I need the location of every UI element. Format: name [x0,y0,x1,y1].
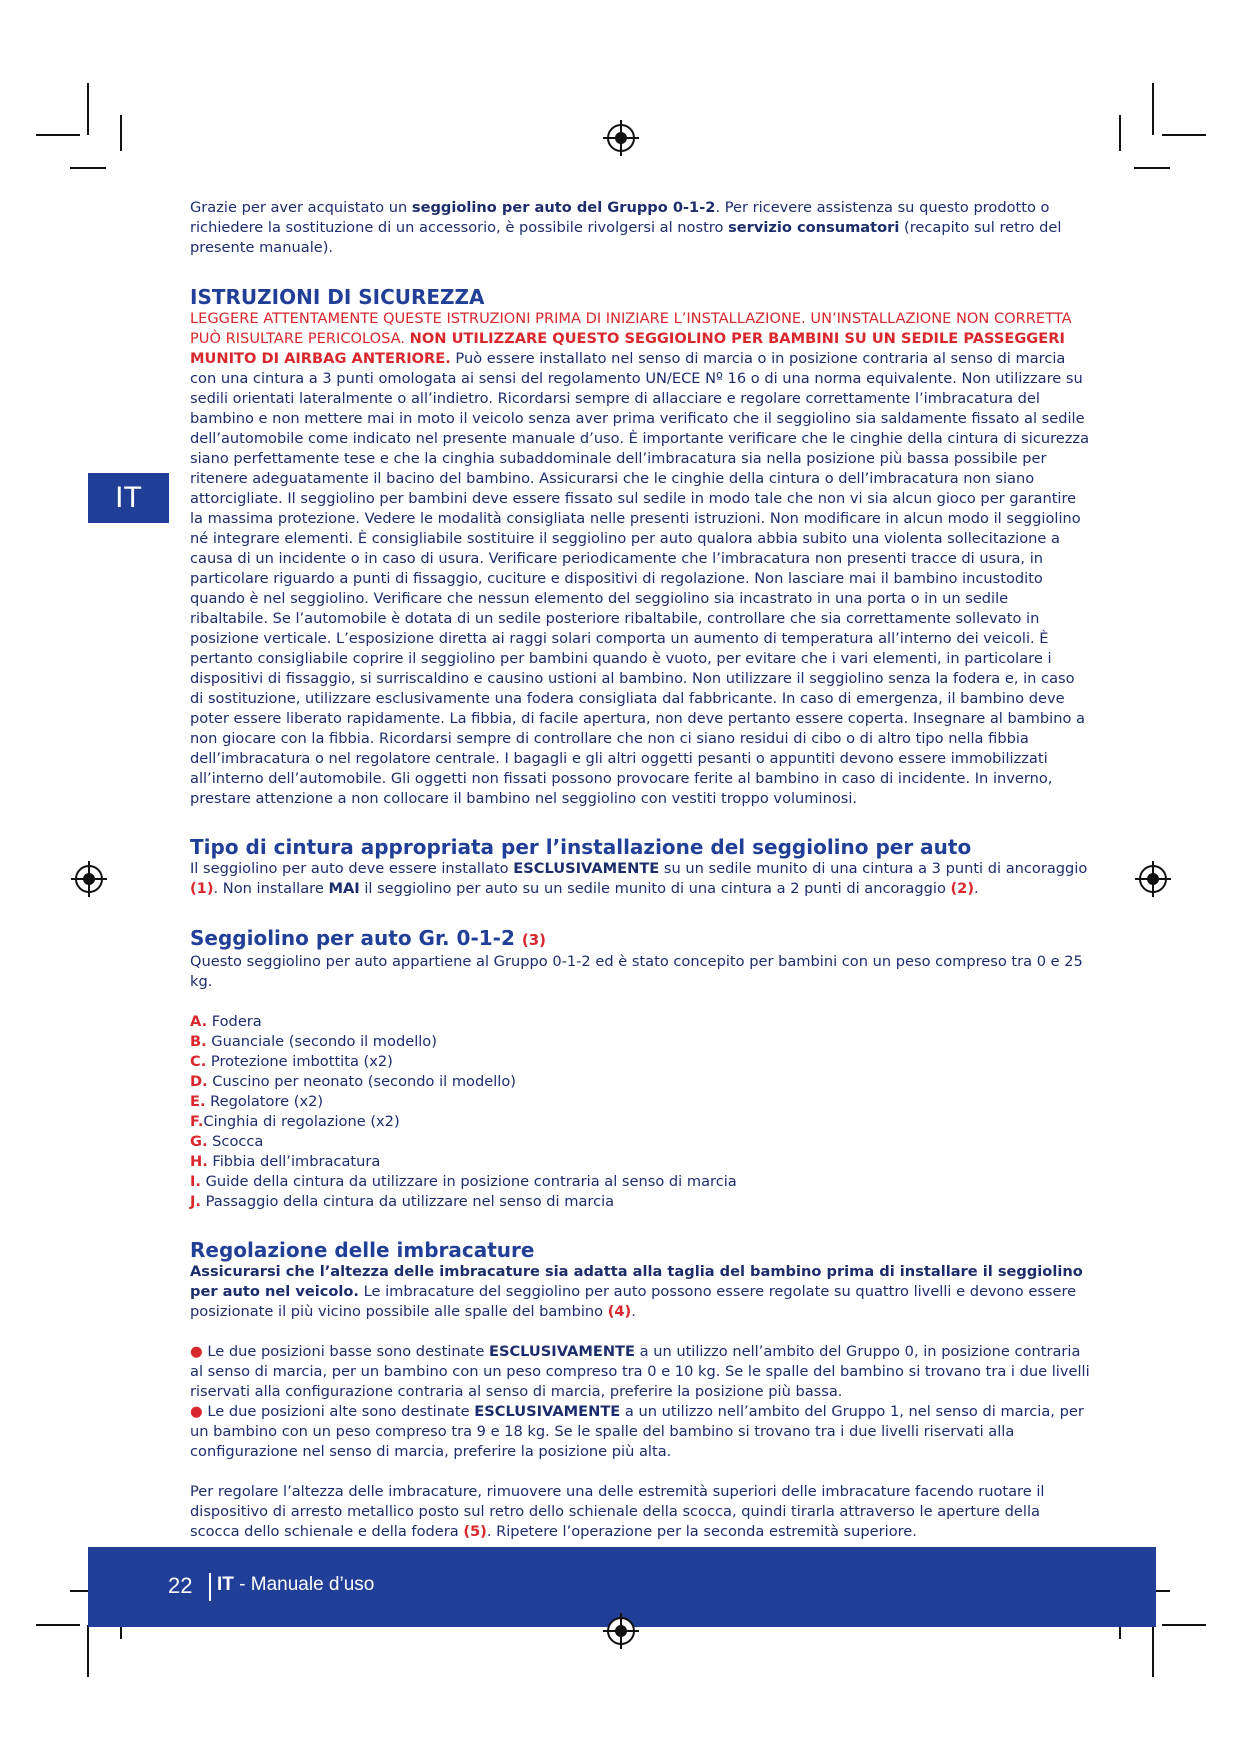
crop-mark [1119,115,1121,151]
list-item: B. Guanciale (secondo il modello) [190,1033,437,1050]
list-item: C. Protezione imbottita (x2) [190,1053,393,1070]
crop-mark [87,83,89,135]
belt-heading: Tipo di cintura appropriata per l’installazione del seggiolino per auto [190,835,972,859]
page-footer [88,1547,1156,1627]
footer-divider [209,1573,211,1601]
list-item: I. Guide della cintura da utilizzare in posizione contraria al senso di marcia [190,1173,737,1190]
page-number: 22 [168,1573,193,1598]
page-content [190,198,1090,1542]
crop-mark [70,167,106,169]
list-item: F.Cinghia di regolazione (x2) [190,1113,400,1130]
footer-title: IT - Manuale d’uso [217,1574,375,1595]
crop-mark [1162,1624,1206,1626]
safety-paragraph: LEGGERE ATTENTAMENTE QUESTE ISTRUZIONI PRIMA DI INIZIARE L’INSTALLAZIONE. UN’INSTALLAZIONE NON CORRETTA PUÒ RISULTARE PERICOLOSA. NON UTILIZZARE QUESTO SEGGIOLINO PER BAMBINI SU UN SEDILE PASSEGGERI MUNITO DI AIRBAG ANTERIORE. Può essere installato nel senso di marcia o in posizione contraria al senso di marcia con una cintura a 3 punti omologata ai sensi del regolamento UN/ECE Nº 16 o di una norma equivalente. Non utilizzare su sedili orientati lateralmente o all’indietro. Ricordarsi sempre di allacciare e regolare correttamente l’imbracatura del bambino e non mettere mai in moto il veicolo senza aver prima verificato che il seggiolino sia saldamente fissato al sedile dell’automobile come indicato nel presente manuale d’uso. È importante verificare che le cinghie della cintura di sicurezza siano perfettamente tese e che la cinghia subaddominale dell’imbracatura sia nella posizione più bassa possibile per ritenere adeguatamente il bacino del bambino. Assicurarsi che le cinghie della cintura o dell’imbracatura non siano attorcigliate. Il seggiolino per bambini deve essere fissato sul sedile in modo tale che non vi sia alcun gioco per garantire la massima protezione. Vedere le modalità consigliata nelle presenti istruzioni. Non modificare in alcun modo il seggiolino né integrare elementi. È consigliabile sostituire il seggiolino per auto qualora abbia subito una violenta sollecitazione a causa di un incidente o in caso di usura. Verificare periodicamente che l’imbracatura non presenti tracce di usura, in particolare riguardo a punti di fissaggio, cuciture e dispositivi di regolazione. Non lasciare mai il bambino incustodito quando è nel seggiolino. Verificare che nessun elemento del seggiolino sia incastrato in una porta o in un sedile ribaltabile. Se l’automobile è dotata di un sedile posteriore ribaltabile, controllare che sia correttamente sollevato in posizione verticale. L’esposizione diretta ai raggi solari comporta un aumento di temperatura all’interno dei veicoli. È pertanto consigliabile coprire il seggiolino per bambini quando è vuoto, per evitare che i vari elementi, in particolare i dispositivi di fissaggio, si surriscaldino e causino ustioni al bambino. Non utilizzare il seggiolino senza la fodera e, in caso di sostituzione, utilizzare esclusivamente una fodera consigliata dal fabbricante. In caso di emergenza, il bambino deve poter essere liberato rapidamente. La fibbia, di facile apertura, non deve pertanto essere coperta. Insegnare al bambino a non giocare con la fibbia. Ricordarsi sempre di controllare che non ci siano residui di cibo o di altro tipo nella fibbia dell’imbracatura o nel regolatore centrale. I bagagli e gli altri oggetti pesanti o appuntiti devono essere immobilizzati all’interno dell’automobile. Gli oggetti non fissati possono provocare ferite al bambino in caso di incidente. In inverno, prestare attenzione a non collocare il bambino nel seggiolino con vestiti troppo voluminosi. [190,310,1090,807]
registration-mark-icon [1139,865,1167,893]
harness-heading: Regolazione delle imbracature [190,1238,535,1262]
list-item: D. Cuscino per neonato (secondo il modello) [190,1073,516,1090]
safety-heading: ISTRUZIONI DI SICUREZZA [190,285,485,309]
parts-list [190,1012,1090,1212]
language-tab: IT [88,473,169,523]
registration-mark-icon [607,1617,635,1645]
harness-bullet-low: ● Le due posizioni basse sono destinate ESCLUSIVAMENTE a un utilizzo nell’ambito del Gruppo 0, in posizione contraria al senso di marcia, per un bambino con un peso compreso tra 0 e 10 kg. Se le spalle del bambino si trovano tra i due livelli riservati alla configurazione contraria al senso di marcia, preferire la posizione più bassa. [190,1343,1090,1400]
registration-mark-icon [75,865,103,893]
harness-intro: Assicurarsi che l’altezza delle imbracature sia adatta alla taglia del bambino prima di installare il seggiolino per auto nel veicolo. Le imbracature del seggiolino per auto possono essere regolate su quattro livelli e devono essere posizionate il più vicino possibile alle spalle del bambino (4). [190,1263,1083,1320]
crop-mark [120,115,122,151]
crop-mark [87,1625,89,1677]
crop-mark [1134,167,1170,169]
list-item: E. Regolatore (x2) [190,1093,324,1110]
crop-mark [1152,83,1154,135]
list-item: G. Scocca [190,1133,264,1150]
seat-paragraph: Questo seggiolino per auto appartiene al Gruppo 0-1-2 ed è stato concepito per bambini con un peso compreso tra 0 e 25 kg. [190,953,1083,990]
crop-mark [36,134,80,136]
belt-paragraph: Il seggiolino per auto deve essere installato ESCLUSIVAMENTE su un sedile munito di una cintura a 3 punti di ancoraggio (1). Non installare MAI il seggiolino per auto su un sedile munito di una cintura a 2 punti di ancoraggio (2). [190,860,1088,897]
crop-mark [36,1624,80,1626]
crop-mark [1162,134,1206,136]
list-item: A. Fodera [190,1013,262,1030]
seat-heading: Seggiolino per auto Gr. 0-1-2 (3) [190,926,547,950]
crop-mark [1152,1625,1154,1677]
harness-bullet-high: ● Le due posizioni alte sono destinate ESCLUSIVAMENTE a un utilizzo nell’ambito del Gruppo 1, nel senso di marcia, per un bambino con un peso compreso tra 9 e 18 kg. Se le spalle del bambino si trovano tra i due livelli riservati alla configurazione nel senso di marcia, preferire la posizione più alta. [190,1403,1084,1460]
intro-paragraph: Grazie per aver acquistato un seggiolino per auto del Gruppo 0-1-2. Per ricevere assistenza su questo prodotto o richiedere la sostituzione di un accessorio, è possibile rivolgersi al nostro servizio consumatori (recapito sul retro del presente manuale). [190,199,1062,256]
list-item: J. Passaggio della cintura da utilizzare nel senso di marcia [190,1193,615,1210]
registration-mark-icon [607,124,635,152]
harness-adjust-paragraph: Per regolare l’altezza delle imbracature, rimuovere una delle estremità superiori delle imbracature facendo ruotare il dispositivo di arresto metallico posto sul retro dello schienale della scocca, quindi tirarla attraverso le aperture della scocca dello schienale e della fodera (5). Ripetere l’operazione per la seconda estremità superiore. [190,1483,1045,1540]
list-item: H. Fibbia dell’imbracatura [190,1153,381,1170]
